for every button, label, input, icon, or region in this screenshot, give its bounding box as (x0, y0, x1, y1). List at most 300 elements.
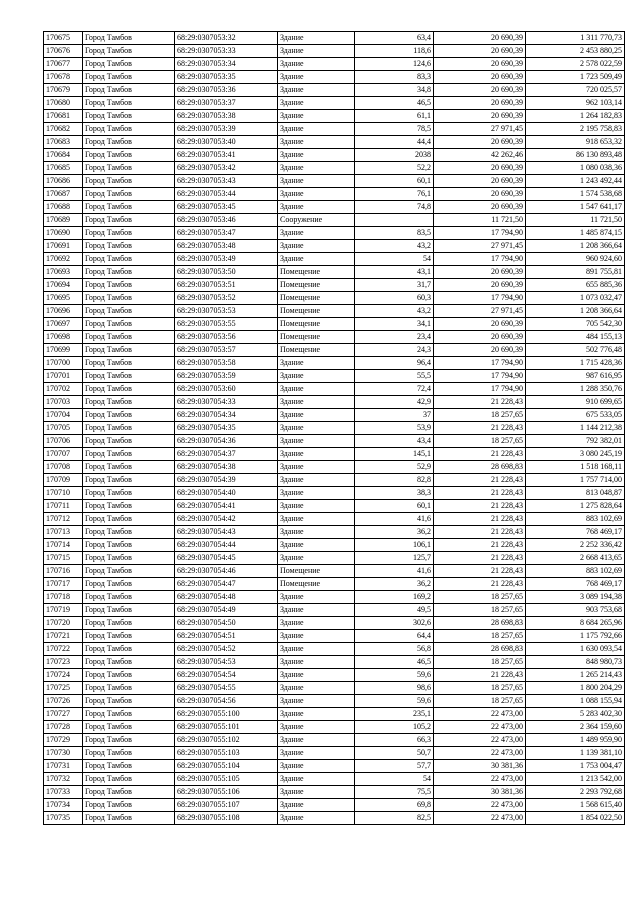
unit-value-cell: 21 228,43 (434, 448, 526, 461)
locality-cell: Город Тамбов (83, 552, 175, 565)
table-row (44, 97, 625, 110)
table-row (44, 643, 625, 656)
table-row (44, 370, 625, 383)
cadastral-number-cell: 68:29:0307055:105 (175, 773, 278, 786)
locality-cell: Город Тамбов (83, 227, 175, 240)
cadastral-value-cell: 1 275 828,64 (526, 500, 625, 513)
cadastral-number-cell: 68:29:0307053:36 (175, 84, 278, 97)
cadastral-value-cell: 1 630 093,54 (526, 643, 625, 656)
object-type-cell: Здание (278, 695, 355, 708)
area-cell: 75,5 (355, 786, 434, 799)
object-type-cell: Здание (278, 253, 355, 266)
locality-cell: Город Тамбов (83, 71, 175, 84)
locality-cell: Город Тамбов (83, 656, 175, 669)
unit-value-cell: 27 971,45 (434, 240, 526, 253)
cadastral-number-cell: 68:29:0307054:52 (175, 643, 278, 656)
locality-cell: Город Тамбов (83, 812, 175, 825)
record-number-cell: 170711 (44, 500, 83, 513)
table-row (44, 656, 625, 669)
unit-value-cell: 20 690,39 (434, 318, 526, 331)
table-row (44, 136, 625, 149)
area-cell: 54 (355, 773, 434, 786)
table-row (44, 721, 625, 734)
cadastral-value-cell: 768 469,17 (526, 578, 625, 591)
record-number-cell: 170691 (44, 240, 83, 253)
locality-cell: Город Тамбов (83, 266, 175, 279)
unit-value-cell: 22 473,00 (434, 799, 526, 812)
area-cell: 60,3 (355, 292, 434, 305)
object-type-cell: Здание (278, 240, 355, 253)
area-cell: 63,4 (355, 32, 434, 45)
locality-cell: Город Тамбов (83, 123, 175, 136)
table-row (44, 357, 625, 370)
object-type-cell: Здание (278, 227, 355, 240)
locality-cell: Город Тамбов (83, 110, 175, 123)
locality-cell: Город Тамбов (83, 474, 175, 487)
unit-value-cell: 20 690,39 (434, 175, 526, 188)
record-number-cell: 170685 (44, 162, 83, 175)
cadastral-value-cell: 1 757 714,00 (526, 474, 625, 487)
object-type-cell: Здание (278, 656, 355, 669)
object-type-cell: Здание (278, 630, 355, 643)
locality-cell: Город Тамбов (83, 643, 175, 656)
unit-value-cell: 20 690,39 (434, 32, 526, 45)
table-row (44, 747, 625, 760)
object-type-cell: Здание (278, 383, 355, 396)
table-row (44, 149, 625, 162)
unit-value-cell: 17 794,90 (434, 253, 526, 266)
record-number-cell: 170695 (44, 292, 83, 305)
table-row (44, 409, 625, 422)
locality-cell: Город Тамбов (83, 747, 175, 760)
area-cell: 44,4 (355, 136, 434, 149)
object-type-cell: Здание (278, 188, 355, 201)
locality-cell: Город Тамбов (83, 201, 175, 214)
object-type-cell: Здание (278, 370, 355, 383)
cadastral-number-cell: 68:29:0307054:44 (175, 539, 278, 552)
area-cell: 43,4 (355, 435, 434, 448)
unit-value-cell: 20 690,39 (434, 97, 526, 110)
cadastral-number-cell: 68:29:0307053:40 (175, 136, 278, 149)
cadastral-number-cell: 68:29:0307055:101 (175, 721, 278, 734)
cadastral-number-cell: 68:29:0307053:51 (175, 279, 278, 292)
record-number-cell: 170675 (44, 32, 83, 45)
cadastral-value-cell: 2 293 792,68 (526, 786, 625, 799)
cadastral-number-cell: 68:29:0307053:55 (175, 318, 278, 331)
locality-cell: Город Тамбов (83, 695, 175, 708)
table-row (44, 435, 625, 448)
record-number-cell: 170716 (44, 565, 83, 578)
record-number-cell: 170678 (44, 71, 83, 84)
object-type-cell: Здание (278, 201, 355, 214)
cadastral-value-cell: 891 755,81 (526, 266, 625, 279)
unit-value-cell: 21 228,43 (434, 539, 526, 552)
table-row (44, 604, 625, 617)
unit-value-cell: 20 690,39 (434, 136, 526, 149)
locality-cell: Город Тамбов (83, 448, 175, 461)
area-cell: 34,1 (355, 318, 434, 331)
unit-value-cell: 22 473,00 (434, 734, 526, 747)
cadastral-value-cell: 2 668 413,65 (526, 552, 625, 565)
cadastral-value-cell: 2 578 022,59 (526, 58, 625, 71)
record-number-cell: 170700 (44, 357, 83, 370)
area-cell: 49,5 (355, 604, 434, 617)
cadastral-value-cell: 1 175 792,66 (526, 630, 625, 643)
cadastral-number-cell: 68:29:0307054:36 (175, 435, 278, 448)
table-row (44, 344, 625, 357)
cadastral-value-cell: 2 195 758,83 (526, 123, 625, 136)
unit-value-cell: 18 257,65 (434, 409, 526, 422)
area-cell: 37 (355, 409, 434, 422)
object-type-cell: Здание (278, 45, 355, 58)
record-number-cell: 170720 (44, 617, 83, 630)
cadastral-number-cell: 68:29:0307054:56 (175, 695, 278, 708)
locality-cell: Город Тамбов (83, 214, 175, 227)
area-cell: 41,6 (355, 513, 434, 526)
record-number-cell: 170684 (44, 149, 83, 162)
unit-value-cell: 20 690,39 (434, 45, 526, 58)
object-type-cell: Здание (278, 71, 355, 84)
area-cell: 24,3 (355, 344, 434, 357)
record-number-cell: 170709 (44, 474, 83, 487)
object-type-cell: Здание (278, 474, 355, 487)
cadastral-number-cell: 68:29:0307054:53 (175, 656, 278, 669)
area-cell: 36,2 (355, 578, 434, 591)
area-cell: 302,6 (355, 617, 434, 630)
table-row (44, 201, 625, 214)
cadastral-number-cell: 68:29:0307054:43 (175, 526, 278, 539)
cadastral-value-cell: 960 924,60 (526, 253, 625, 266)
locality-cell: Город Тамбов (83, 799, 175, 812)
object-type-cell: Помещение (278, 292, 355, 305)
cadastral-value-cell: 1 243 492,44 (526, 175, 625, 188)
cadastral-number-cell: 68:29:0307054:39 (175, 474, 278, 487)
cadastral-number-cell: 68:29:0307055:103 (175, 747, 278, 760)
table-row (44, 58, 625, 71)
cadastral-number-cell: 68:29:0307054:47 (175, 578, 278, 591)
cadastral-number-cell: 68:29:0307053:45 (175, 201, 278, 214)
cadastral-number-cell: 68:29:0307055:104 (175, 760, 278, 773)
object-type-cell: Здание (278, 669, 355, 682)
cadastral-number-cell: 68:29:0307054:46 (175, 565, 278, 578)
table-row (44, 448, 625, 461)
locality-cell: Город Тамбов (83, 513, 175, 526)
area-cell: 125,7 (355, 552, 434, 565)
record-number-cell: 170712 (44, 513, 83, 526)
cadastral-value-cell: 1 288 350,76 (526, 383, 625, 396)
locality-cell: Город Тамбов (83, 786, 175, 799)
cadastral-value-cell: 655 885,36 (526, 279, 625, 292)
table-row (44, 84, 625, 97)
object-type-cell: Здание (278, 136, 355, 149)
unit-value-cell: 20 690,39 (434, 331, 526, 344)
cadastral-number-cell: 68:29:0307053:58 (175, 357, 278, 370)
cadastral-value-cell: 1 800 204,29 (526, 682, 625, 695)
record-number-cell: 170679 (44, 84, 83, 97)
table-row (44, 240, 625, 253)
table-row (44, 487, 625, 500)
area-cell (355, 214, 434, 227)
unit-value-cell: 22 473,00 (434, 721, 526, 734)
cadastral-value-cell: 5 283 402,30 (526, 708, 625, 721)
table-row (44, 773, 625, 786)
unit-value-cell: 17 794,90 (434, 383, 526, 396)
table-row (44, 591, 625, 604)
document-page (43, 31, 624, 825)
area-cell: 2038 (355, 149, 434, 162)
table-row (44, 630, 625, 643)
record-number-cell: 170687 (44, 188, 83, 201)
locality-cell: Город Тамбов (83, 32, 175, 45)
record-number-cell: 170719 (44, 604, 83, 617)
record-number-cell: 170680 (44, 97, 83, 110)
cadastral-value-cell: 848 980,73 (526, 656, 625, 669)
cadastral-value-cell: 1 208 366,64 (526, 305, 625, 318)
area-cell: 96,4 (355, 357, 434, 370)
cadastral-value-cell: 962 103,14 (526, 97, 625, 110)
locality-cell: Город Тамбов (83, 435, 175, 448)
unit-value-cell: 17 794,90 (434, 292, 526, 305)
locality-cell: Город Тамбов (83, 422, 175, 435)
record-number-cell: 170701 (44, 370, 83, 383)
object-type-cell: Здание (278, 461, 355, 474)
area-cell: 124,6 (355, 58, 434, 71)
object-type-cell: Здание (278, 84, 355, 97)
locality-cell: Город Тамбов (83, 396, 175, 409)
cadastral-value-cell: 1 088 155,94 (526, 695, 625, 708)
area-cell: 235,1 (355, 708, 434, 721)
object-type-cell: Помещение (278, 279, 355, 292)
cadastral-value-cell: 883 102,69 (526, 513, 625, 526)
record-number-cell: 170718 (44, 591, 83, 604)
object-type-cell: Помещение (278, 578, 355, 591)
cadastral-number-cell: 68:29:0307053:56 (175, 331, 278, 344)
table-row (44, 175, 625, 188)
cadastral-number-cell: 68:29:0307053:59 (175, 370, 278, 383)
unit-value-cell: 42 262,46 (434, 149, 526, 162)
unit-value-cell: 18 257,65 (434, 656, 526, 669)
area-cell: 60,1 (355, 500, 434, 513)
unit-value-cell: 21 228,43 (434, 552, 526, 565)
table-row (44, 812, 625, 825)
cadastral-value-cell: 11 721,50 (526, 214, 625, 227)
record-number-cell: 170699 (44, 344, 83, 357)
area-cell: 52,2 (355, 162, 434, 175)
object-type-cell: Здание (278, 799, 355, 812)
locality-cell: Город Тамбов (83, 45, 175, 58)
object-type-cell: Здание (278, 357, 355, 370)
locality-cell: Город Тамбов (83, 578, 175, 591)
unit-value-cell: 21 228,43 (434, 526, 526, 539)
locality-cell: Город Тамбов (83, 97, 175, 110)
unit-value-cell: 21 228,43 (434, 487, 526, 500)
object-type-cell: Помещение (278, 331, 355, 344)
locality-cell: Город Тамбов (83, 58, 175, 71)
cadastral-value-cell: 987 616,95 (526, 370, 625, 383)
locality-cell: Город Тамбов (83, 773, 175, 786)
unit-value-cell: 17 794,90 (434, 227, 526, 240)
record-number-cell: 170726 (44, 695, 83, 708)
table-row (44, 539, 625, 552)
cadastral-number-cell: 68:29:0307053:49 (175, 253, 278, 266)
cadastral-value-cell: 1 485 874,15 (526, 227, 625, 240)
table-row (44, 396, 625, 409)
area-cell: 46,5 (355, 97, 434, 110)
area-cell: 34,8 (355, 84, 434, 97)
object-type-cell: Помещение (278, 344, 355, 357)
table-row (44, 474, 625, 487)
record-number-cell: 170694 (44, 279, 83, 292)
record-number-cell: 170721 (44, 630, 83, 643)
record-number-cell: 170708 (44, 461, 83, 474)
record-number-cell: 170689 (44, 214, 83, 227)
record-number-cell: 170731 (44, 760, 83, 773)
unit-value-cell: 20 690,39 (434, 279, 526, 292)
object-type-cell: Здание (278, 721, 355, 734)
area-cell: 38,3 (355, 487, 434, 500)
object-type-cell: Здание (278, 526, 355, 539)
object-type-cell: Здание (278, 513, 355, 526)
cadastral-value-cell: 1 265 214,43 (526, 669, 625, 682)
area-cell: 50,7 (355, 747, 434, 760)
record-number-cell: 170676 (44, 45, 83, 58)
locality-cell: Город Тамбов (83, 162, 175, 175)
cadastral-number-cell: 68:29:0307053:32 (175, 32, 278, 45)
record-number-cell: 170702 (44, 383, 83, 396)
record-number-cell: 170730 (44, 747, 83, 760)
table-row (44, 45, 625, 58)
record-number-cell: 170710 (44, 487, 83, 500)
record-number-cell: 170706 (44, 435, 83, 448)
area-cell: 145,1 (355, 448, 434, 461)
cadastral-number-cell: 68:29:0307053:38 (175, 110, 278, 123)
cadastral-value-cell: 1 144 212,38 (526, 422, 625, 435)
cadastral-value-cell: 1 518 168,11 (526, 461, 625, 474)
unit-value-cell: 21 228,43 (434, 396, 526, 409)
area-cell: 72,4 (355, 383, 434, 396)
record-number-cell: 170734 (44, 799, 83, 812)
cadastral-number-cell: 68:29:0307053:37 (175, 97, 278, 110)
table-row (44, 279, 625, 292)
cadastral-value-cell: 1 753 004,47 (526, 760, 625, 773)
unit-value-cell: 18 257,65 (434, 435, 526, 448)
object-type-cell: Здание (278, 396, 355, 409)
area-cell: 118,6 (355, 45, 434, 58)
cadastral-number-cell: 68:29:0307053:53 (175, 305, 278, 318)
cadastral-value-cell: 502 776,48 (526, 344, 625, 357)
object-type-cell: Помещение (278, 565, 355, 578)
locality-cell: Город Тамбов (83, 630, 175, 643)
area-cell: 61,1 (355, 110, 434, 123)
locality-cell: Город Тамбов (83, 409, 175, 422)
area-cell: 76,1 (355, 188, 434, 201)
cadastral-number-cell: 68:29:0307054:34 (175, 409, 278, 422)
locality-cell: Город Тамбов (83, 500, 175, 513)
locality-cell: Город Тамбов (83, 734, 175, 747)
area-cell: 23,4 (355, 331, 434, 344)
table-row (44, 461, 625, 474)
unit-value-cell: 20 690,39 (434, 162, 526, 175)
object-type-cell: Здание (278, 97, 355, 110)
table-row (44, 526, 625, 539)
cadastral-value-cell: 1 854 022,50 (526, 812, 625, 825)
locality-cell: Город Тамбов (83, 331, 175, 344)
cadastral-number-cell: 68:29:0307055:107 (175, 799, 278, 812)
unit-value-cell: 21 228,43 (434, 474, 526, 487)
locality-cell: Город Тамбов (83, 682, 175, 695)
unit-value-cell: 20 690,39 (434, 58, 526, 71)
area-cell: 59,6 (355, 669, 434, 682)
unit-value-cell: 21 228,43 (434, 578, 526, 591)
cadastral-number-cell: 68:29:0307054:49 (175, 604, 278, 617)
cadastral-number-cell: 68:29:0307053:60 (175, 383, 278, 396)
unit-value-cell: 18 257,65 (434, 682, 526, 695)
object-type-cell: Здание (278, 786, 355, 799)
object-type-cell: Здание (278, 32, 355, 45)
cadastral-value-cell: 1 139 381,10 (526, 747, 625, 760)
cadastral-value-cell: 918 653,32 (526, 136, 625, 149)
area-cell: 43,2 (355, 305, 434, 318)
unit-value-cell: 21 228,43 (434, 669, 526, 682)
table-row (44, 786, 625, 799)
record-number-cell: 170693 (44, 266, 83, 279)
locality-cell: Город Тамбов (83, 292, 175, 305)
locality-cell: Город Тамбов (83, 253, 175, 266)
locality-cell: Город Тамбов (83, 149, 175, 162)
area-cell: 59,6 (355, 695, 434, 708)
table-row (44, 214, 625, 227)
object-type-cell: Здание (278, 812, 355, 825)
object-type-cell: Здание (278, 539, 355, 552)
object-type-cell: Сооружение (278, 214, 355, 227)
locality-cell: Город Тамбов (83, 617, 175, 630)
object-type-cell: Здание (278, 617, 355, 630)
object-type-cell: Помещение (278, 305, 355, 318)
cadastral-number-cell: 68:29:0307053:41 (175, 149, 278, 162)
cadastral-number-cell: 68:29:0307054:42 (175, 513, 278, 526)
object-type-cell: Здание (278, 175, 355, 188)
table-row (44, 110, 625, 123)
locality-cell: Город Тамбов (83, 565, 175, 578)
object-type-cell: Здание (278, 734, 355, 747)
cadastral-value-cell: 1 311 770,73 (526, 32, 625, 45)
cadastral-value-cell: 675 533,05 (526, 409, 625, 422)
unit-value-cell: 21 228,43 (434, 513, 526, 526)
cadastral-number-cell: 68:29:0307055:108 (175, 812, 278, 825)
area-cell: 74,8 (355, 201, 434, 214)
cadastral-number-cell: 68:29:0307053:47 (175, 227, 278, 240)
locality-cell: Город Тамбов (83, 188, 175, 201)
cadastral-value-cell: 2 453 880,25 (526, 45, 625, 58)
table-row (44, 708, 625, 721)
table-row (44, 682, 625, 695)
table-row (44, 318, 625, 331)
record-number-cell: 170723 (44, 656, 83, 669)
unit-value-cell: 22 473,00 (434, 773, 526, 786)
locality-cell: Город Тамбов (83, 708, 175, 721)
unit-value-cell: 20 690,39 (434, 84, 526, 97)
record-number-cell: 170698 (44, 331, 83, 344)
record-number-cell: 170724 (44, 669, 83, 682)
unit-value-cell: 22 473,00 (434, 747, 526, 760)
cadastral-value-cell: 484 155,13 (526, 331, 625, 344)
record-number-cell: 170683 (44, 136, 83, 149)
cadastral-number-cell: 68:29:0307053:48 (175, 240, 278, 253)
unit-value-cell: 30 381,36 (434, 760, 526, 773)
cadastral-number-cell: 68:29:0307053:34 (175, 58, 278, 71)
cadastral-value-cell: 2 364 159,60 (526, 721, 625, 734)
cadastral-value-cell: 1 489 959,90 (526, 734, 625, 747)
